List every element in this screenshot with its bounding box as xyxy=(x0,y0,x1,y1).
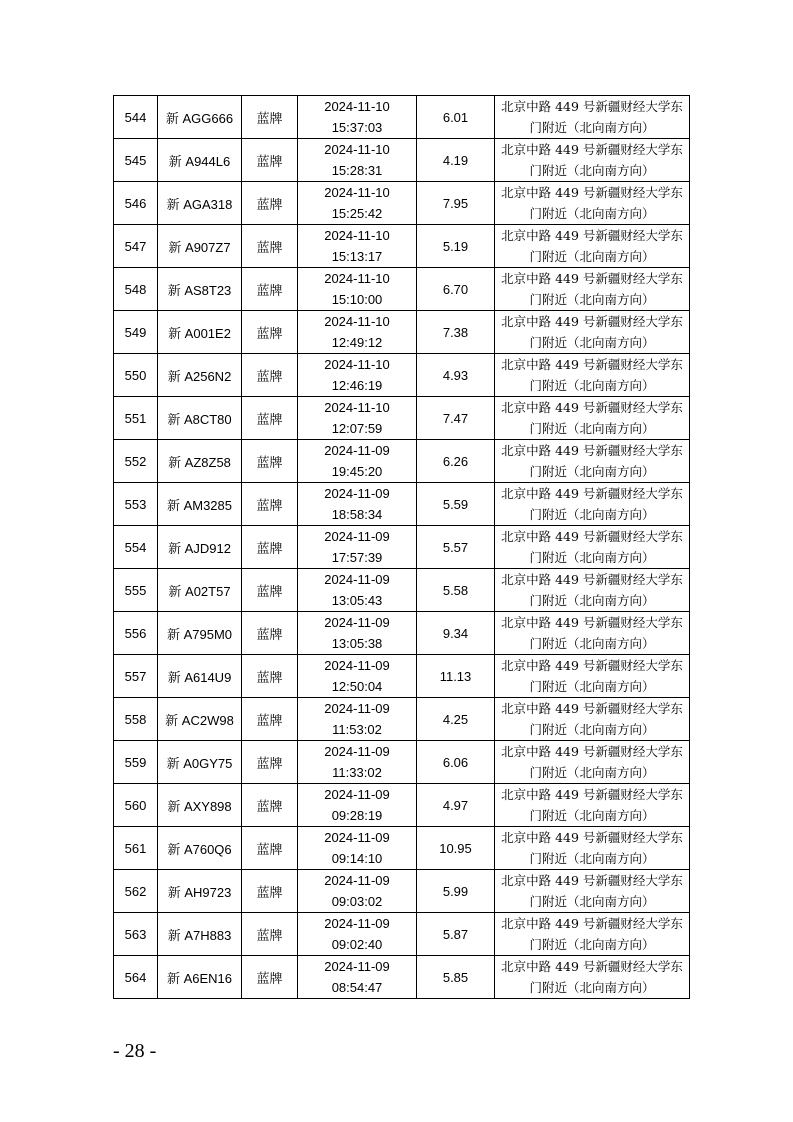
row-index: 544 xyxy=(114,96,158,139)
timestamp-time: 09:02:40 xyxy=(331,937,383,952)
location-cell xyxy=(495,913,690,956)
table-row xyxy=(114,440,690,483)
location-cell xyxy=(495,784,690,827)
location-line-1: 北京中路 449 号新疆财经大学东 xyxy=(501,873,683,888)
row-index: 558 xyxy=(114,698,158,741)
location-line-2: 门附近（北向南方向） xyxy=(529,851,655,866)
timestamp-time: 15:25:42 xyxy=(331,206,383,221)
plate-color: 蓝牌 xyxy=(242,225,298,268)
timestamp-time: 18:58:34 xyxy=(331,507,383,522)
location-line-1: 北京中路 449 号新疆财经大学东 xyxy=(501,142,683,157)
row-index: 546 xyxy=(114,182,158,225)
location-line-2: 门附近（北向南方向） xyxy=(529,550,655,565)
location-cell xyxy=(495,698,690,741)
location-line-1: 北京中路 449 号新疆财经大学东 xyxy=(501,572,683,587)
plate-color: 蓝牌 xyxy=(242,569,298,612)
row-index: 549 xyxy=(114,311,158,354)
location-line-2: 门附近（北向南方向） xyxy=(529,335,655,350)
row-index: 548 xyxy=(114,268,158,311)
table-row xyxy=(114,913,690,956)
timestamp-time: 13:05:38 xyxy=(331,636,383,651)
location-line-2: 门附近（北向南方向） xyxy=(529,636,655,651)
location-line-1: 北京中路 449 号新疆财经大学东 xyxy=(501,959,683,974)
plate-number: 新 AM3285 xyxy=(158,483,242,526)
plate-color: 蓝牌 xyxy=(242,956,298,999)
timestamp-date: 2024-11-10 xyxy=(324,400,390,415)
table-row xyxy=(114,225,690,268)
timestamp-date: 2024-11-10 xyxy=(324,271,390,286)
plate-color: 蓝牌 xyxy=(242,182,298,225)
timestamp-cell xyxy=(298,870,417,913)
table-row xyxy=(114,655,690,698)
plate-number: 新 AGG666 xyxy=(158,96,242,139)
plate-color: 蓝牌 xyxy=(242,268,298,311)
row-index: 555 xyxy=(114,569,158,612)
measured-value: 5.19 xyxy=(417,225,495,268)
location-line-1: 北京中路 449 号新疆财经大学东 xyxy=(501,486,683,501)
timestamp-time: 19:45:20 xyxy=(331,464,383,479)
measured-value: 4.93 xyxy=(417,354,495,397)
timestamp-cell xyxy=(298,526,417,569)
timestamp-time: 11:53:02 xyxy=(332,722,382,737)
location-line-2: 门附近（北向南方向） xyxy=(529,249,655,264)
location-line-2: 门附近（北向南方向） xyxy=(529,292,655,307)
timestamp-cell xyxy=(298,182,417,225)
measured-value: 7.38 xyxy=(417,311,495,354)
row-index: 564 xyxy=(114,956,158,999)
location-line-2: 门附近（北向南方向） xyxy=(529,722,655,737)
location-line-1: 北京中路 449 号新疆财经大学东 xyxy=(501,787,683,802)
location-cell xyxy=(495,827,690,870)
row-index: 560 xyxy=(114,784,158,827)
location-line-2: 门附近（北向南方向） xyxy=(529,163,655,178)
row-index: 547 xyxy=(114,225,158,268)
plate-number: 新 A6EN16 xyxy=(158,956,242,999)
timestamp-time: 09:03:02 xyxy=(331,894,383,909)
location-cell xyxy=(495,655,690,698)
location-line-2: 门附近（北向南方向） xyxy=(529,937,655,952)
timestamp-date: 2024-11-10 xyxy=(324,228,390,243)
timestamp-time: 15:10:00 xyxy=(331,292,383,307)
measured-value: 4.25 xyxy=(417,698,495,741)
location-cell xyxy=(495,225,690,268)
plate-color: 蓝牌 xyxy=(242,526,298,569)
measured-value: 5.57 xyxy=(417,526,495,569)
location-line-2: 门附近（北向南方向） xyxy=(529,765,655,780)
location-cell xyxy=(495,182,690,225)
timestamp-time: 12:07:59 xyxy=(331,421,383,436)
row-index: 556 xyxy=(114,612,158,655)
measured-value: 5.58 xyxy=(417,569,495,612)
table-row xyxy=(114,698,690,741)
plate-color: 蓝牌 xyxy=(242,741,298,784)
timestamp-date: 2024-11-10 xyxy=(324,185,390,200)
location-line-2: 门附近（北向南方向） xyxy=(529,894,655,909)
location-cell xyxy=(495,612,690,655)
location-line-1: 北京中路 449 号新疆财经大学东 xyxy=(501,99,683,114)
plate-color: 蓝牌 xyxy=(242,139,298,182)
timestamp-date: 2024-11-09 xyxy=(324,873,390,888)
timestamp-time: 17:57:39 xyxy=(331,550,383,565)
measured-value: 4.97 xyxy=(417,784,495,827)
timestamp-time: 08:54:47 xyxy=(331,980,383,995)
plate-color: 蓝牌 xyxy=(242,96,298,139)
page-number: - 28 - xyxy=(113,1040,157,1062)
plate-number: 新 A760Q6 xyxy=(158,827,242,870)
plate-number: 新 AXY898 xyxy=(158,784,242,827)
location-cell xyxy=(495,440,690,483)
location-line-1: 北京中路 449 号新疆财经大学东 xyxy=(501,314,683,329)
table-row xyxy=(114,784,690,827)
timestamp-date: 2024-11-09 xyxy=(324,658,390,673)
plate-color: 蓝牌 xyxy=(242,397,298,440)
timestamp-cell xyxy=(298,268,417,311)
location-line-2: 门附近（北向南方向） xyxy=(529,206,655,221)
row-index: 552 xyxy=(114,440,158,483)
table-row xyxy=(114,397,690,440)
measured-value: 6.26 xyxy=(417,440,495,483)
timestamp-cell xyxy=(298,698,417,741)
timestamp-date: 2024-11-10 xyxy=(324,357,390,372)
plate-number: 新 A614U9 xyxy=(158,655,242,698)
row-index: 559 xyxy=(114,741,158,784)
timestamp-date: 2024-11-09 xyxy=(324,701,390,716)
plate-color: 蓝牌 xyxy=(242,698,298,741)
location-line-1: 北京中路 449 号新疆财经大学东 xyxy=(501,400,683,415)
measured-value: 5.85 xyxy=(417,956,495,999)
row-index: 553 xyxy=(114,483,158,526)
timestamp-cell xyxy=(298,139,417,182)
location-line-1: 北京中路 449 号新疆财经大学东 xyxy=(501,615,683,630)
location-line-1: 北京中路 449 号新疆财经大学东 xyxy=(501,658,683,673)
timestamp-date: 2024-11-09 xyxy=(324,959,390,974)
plate-number: 新 AC2W98 xyxy=(158,698,242,741)
location-line-1: 北京中路 449 号新疆财经大学东 xyxy=(501,443,683,458)
table-row xyxy=(114,139,690,182)
plate-color: 蓝牌 xyxy=(242,483,298,526)
plate-number: 新 AGA318 xyxy=(158,182,242,225)
measured-value: 9.34 xyxy=(417,612,495,655)
location-cell xyxy=(495,354,690,397)
plate-color: 蓝牌 xyxy=(242,784,298,827)
timestamp-time: 11:33:02 xyxy=(332,765,382,780)
timestamp-time: 09:28:19 xyxy=(331,808,383,823)
measured-value: 5.87 xyxy=(417,913,495,956)
timestamp-cell xyxy=(298,784,417,827)
records-table-body xyxy=(114,96,690,999)
timestamp-time: 15:28:31 xyxy=(331,163,383,178)
plate-number: 新 AH9723 xyxy=(158,870,242,913)
location-line-1: 北京中路 449 号新疆财经大学东 xyxy=(501,271,683,286)
location-line-1: 北京中路 449 号新疆财经大学东 xyxy=(501,701,683,716)
row-index: 554 xyxy=(114,526,158,569)
timestamp-date: 2024-11-09 xyxy=(324,572,390,587)
location-cell xyxy=(495,870,690,913)
plate-number: 新 A001E2 xyxy=(158,311,242,354)
plate-color: 蓝牌 xyxy=(242,311,298,354)
timestamp-cell xyxy=(298,655,417,698)
row-index: 563 xyxy=(114,913,158,956)
location-cell xyxy=(495,311,690,354)
timestamp-date: 2024-11-10 xyxy=(324,142,390,157)
timestamp-cell xyxy=(298,397,417,440)
timestamp-date: 2024-11-09 xyxy=(324,744,390,759)
row-index: 562 xyxy=(114,870,158,913)
measured-value: 5.59 xyxy=(417,483,495,526)
table-row xyxy=(114,612,690,655)
timestamp-cell xyxy=(298,827,417,870)
measured-value: 7.95 xyxy=(417,182,495,225)
measured-value: 4.19 xyxy=(417,139,495,182)
table-row xyxy=(114,311,690,354)
location-line-1: 北京中路 449 号新疆财经大学东 xyxy=(501,529,683,544)
table-row xyxy=(114,96,690,139)
plate-number: 新 A256N2 xyxy=(158,354,242,397)
table-row xyxy=(114,354,690,397)
timestamp-cell xyxy=(298,311,417,354)
table-row xyxy=(114,569,690,612)
plate-number: 新 A795M0 xyxy=(158,612,242,655)
plate-color: 蓝牌 xyxy=(242,870,298,913)
timestamp-time: 15:13:17 xyxy=(331,249,383,264)
timestamp-cell xyxy=(298,354,417,397)
timestamp-date: 2024-11-09 xyxy=(324,529,390,544)
location-cell xyxy=(495,526,690,569)
plate-number: 新 A907Z7 xyxy=(158,225,242,268)
location-line-2: 门附近（北向南方向） xyxy=(529,378,655,393)
location-line-2: 门附近（北向南方向） xyxy=(529,421,655,436)
timestamp-cell xyxy=(298,440,417,483)
row-index: 551 xyxy=(114,397,158,440)
timestamp-cell xyxy=(298,741,417,784)
timestamp-date: 2024-11-10 xyxy=(324,314,390,329)
row-index: 550 xyxy=(114,354,158,397)
timestamp-date: 2024-11-09 xyxy=(324,486,390,501)
plate-number: 新 A0GY75 xyxy=(158,741,242,784)
location-cell xyxy=(495,397,690,440)
timestamp-cell xyxy=(298,913,417,956)
table-row xyxy=(114,741,690,784)
plate-number: 新 A944L6 xyxy=(158,139,242,182)
location-cell xyxy=(495,268,690,311)
location-line-1: 北京中路 449 号新疆财经大学东 xyxy=(501,228,683,243)
timestamp-date: 2024-11-09 xyxy=(324,916,390,931)
timestamp-time: 13:05:43 xyxy=(331,593,383,608)
location-line-2: 门附近（北向南方向） xyxy=(529,464,655,479)
location-line-2: 门附近（北向南方向） xyxy=(529,808,655,823)
timestamp-date: 2024-11-09 xyxy=(324,443,390,458)
plate-color: 蓝牌 xyxy=(242,440,298,483)
table-row xyxy=(114,526,690,569)
timestamp-cell xyxy=(298,569,417,612)
plate-color: 蓝牌 xyxy=(242,612,298,655)
location-cell xyxy=(495,96,690,139)
table-row xyxy=(114,268,690,311)
location-line-2: 门附近（北向南方向） xyxy=(529,980,655,995)
plate-number: 新 A7H883 xyxy=(158,913,242,956)
plate-number: 新 AS8T23 xyxy=(158,268,242,311)
location-line-2: 门附近（北向南方向） xyxy=(529,593,655,608)
plate-number: 新 AZ8Z58 xyxy=(158,440,242,483)
measured-value: 5.99 xyxy=(417,870,495,913)
table-row xyxy=(114,870,690,913)
timestamp-cell xyxy=(298,956,417,999)
table-row xyxy=(114,182,690,225)
measured-value: 10.95 xyxy=(417,827,495,870)
table-row xyxy=(114,956,690,999)
timestamp-time: 12:46:19 xyxy=(331,378,383,393)
timestamp-cell xyxy=(298,612,417,655)
location-line-1: 北京中路 449 号新疆财经大学东 xyxy=(501,744,683,759)
measured-value: 11.13 xyxy=(417,655,495,698)
location-line-2: 门附近（北向南方向） xyxy=(529,507,655,522)
location-cell xyxy=(495,956,690,999)
plate-number: 新 A02T57 xyxy=(158,569,242,612)
location-cell xyxy=(495,741,690,784)
location-line-2: 门附近（北向南方向） xyxy=(529,679,655,694)
timestamp-time: 15:37:03 xyxy=(331,120,383,135)
table-row xyxy=(114,827,690,870)
timestamp-cell xyxy=(298,225,417,268)
plate-color: 蓝牌 xyxy=(242,827,298,870)
timestamp-date: 2024-11-10 xyxy=(324,99,390,114)
timestamp-time: 09:14:10 xyxy=(331,851,383,866)
plate-number: 新 A8CT80 xyxy=(158,397,242,440)
measured-value: 7.47 xyxy=(417,397,495,440)
location-cell xyxy=(495,483,690,526)
location-line-2: 门附近（北向南方向） xyxy=(529,120,655,135)
timestamp-cell xyxy=(298,96,417,139)
row-index: 561 xyxy=(114,827,158,870)
row-index: 545 xyxy=(114,139,158,182)
timestamp-date: 2024-11-09 xyxy=(324,615,390,630)
timestamp-date: 2024-11-09 xyxy=(324,830,390,845)
timestamp-time: 12:49:12 xyxy=(331,335,383,350)
location-cell xyxy=(495,139,690,182)
location-line-1: 北京中路 449 号新疆财经大学东 xyxy=(501,357,683,372)
timestamp-date: 2024-11-09 xyxy=(324,787,390,802)
location-cell xyxy=(495,569,690,612)
plate-color: 蓝牌 xyxy=(242,354,298,397)
location-line-1: 北京中路 449 号新疆财经大学东 xyxy=(501,830,683,845)
row-index: 557 xyxy=(114,655,158,698)
location-line-1: 北京中路 449 号新疆财经大学东 xyxy=(501,916,683,931)
plate-color: 蓝牌 xyxy=(242,913,298,956)
records-table xyxy=(113,95,690,999)
measured-value: 6.06 xyxy=(417,741,495,784)
measured-value: 6.70 xyxy=(417,268,495,311)
timestamp-time: 12:50:04 xyxy=(331,679,383,694)
measured-value: 6.01 xyxy=(417,96,495,139)
plate-number: 新 AJD912 xyxy=(158,526,242,569)
table-row xyxy=(114,483,690,526)
plate-color: 蓝牌 xyxy=(242,655,298,698)
location-line-1: 北京中路 449 号新疆财经大学东 xyxy=(501,185,683,200)
timestamp-cell xyxy=(298,483,417,526)
